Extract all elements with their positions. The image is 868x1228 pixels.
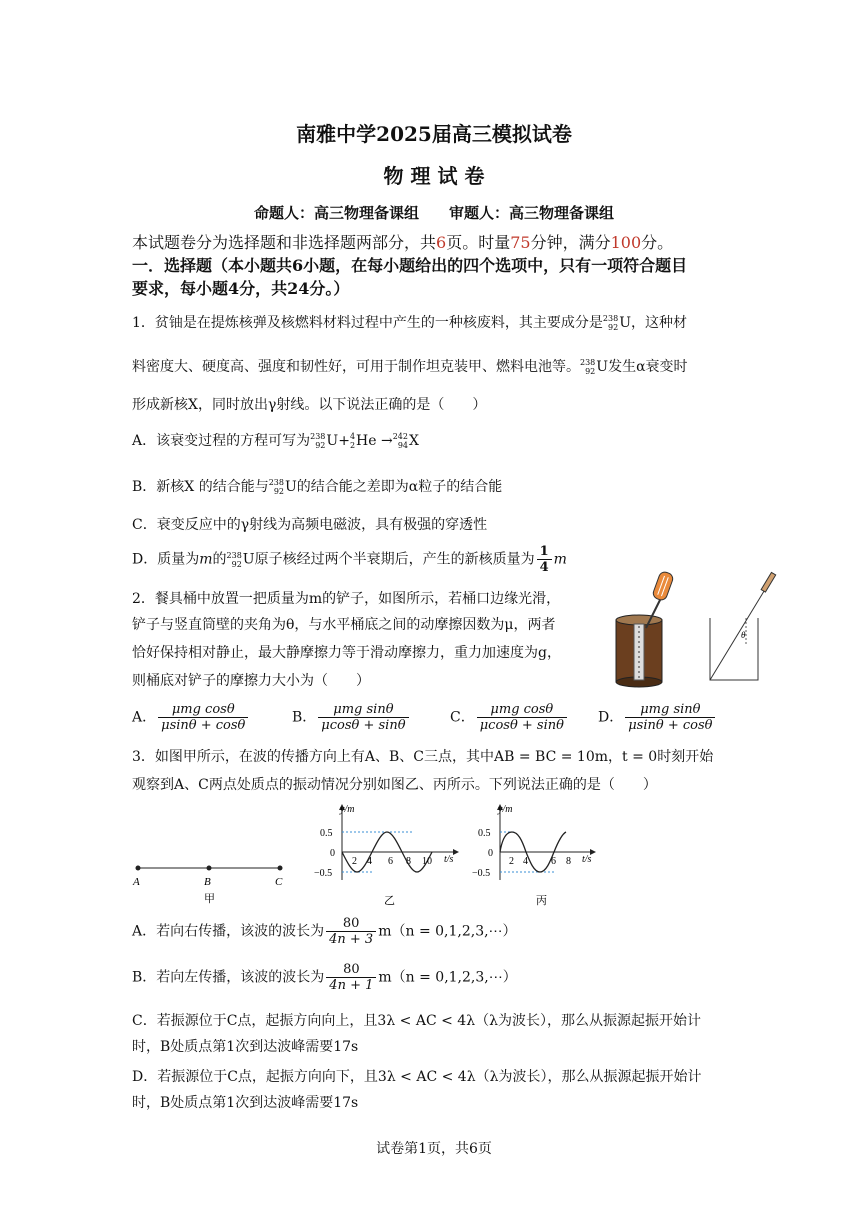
q2-stem-line2: 铲子与竖直筒壁的夹角为θ，与水平桶底之间的动摩擦因数为μ，两者	[132, 617, 556, 633]
page-count: 6	[436, 233, 447, 252]
bing-y-neg: −0.5	[472, 868, 491, 879]
yi-tick-10: 10	[422, 856, 432, 867]
yi-xlabel: t/s	[444, 854, 454, 865]
q1-stem-line3: 形成新核X，同时放出γ射线。以下说法正确的是（ ）	[132, 397, 487, 413]
bing-y-pos: 0.5	[478, 828, 491, 839]
section-heading-line1: 一．选择题（本小题共6小题，在每小题给出的四个选项中，只有一项符合题目	[132, 256, 688, 275]
q3-option-d-line2: 时，B处质点第1次到达波峰需要17s	[132, 1095, 359, 1111]
q1-option-b: B．新核X 的结合能与 238 92 U的结合能之差即为α粒子的结合能	[132, 478, 503, 496]
q2-option-c: C． $\frac{\text{μmg cosθ}}{\mu\cos\theta + \sin\theta}$	[450, 702, 569, 733]
q3-stem-line2: 观察到A、C两点处质点的振动情况分别如图乙、丙所示。下列说法正确的是（ ）	[132, 777, 657, 793]
bing-tick-2: 2	[509, 856, 514, 867]
bing-tick-8: 8	[566, 856, 571, 867]
fig-bing-caption: 丙	[536, 895, 547, 907]
yi-y-pos: 0.5	[320, 828, 333, 839]
yi-tick-8: 8	[406, 856, 411, 867]
point-b-label: B	[204, 876, 211, 888]
fig-jia-caption: 甲	[204, 893, 215, 905]
q1-stem-line1: 1．贫铀是在提炼核弹及核燃料材料过程中产生的一种核废料，其主要成分是 238 92 U，这种材	[132, 314, 687, 332]
q2-option-b: B． $\frac{\text{μmg sinθ}}{\mu\cos\theta + \sin\theta}$	[292, 702, 411, 733]
point-c-label: C	[275, 876, 283, 888]
yi-tick-6: 6	[388, 856, 393, 867]
fig-yi-graph	[310, 800, 470, 910]
bing-y-zero: 0	[488, 848, 493, 859]
bucket-schematic	[710, 572, 776, 680]
q1-stem-line2: 料密度大、硬度高、强度和韧性好，可用于制作坦克装甲、燃料电池等。 238 92 U发生α衰变时	[132, 358, 688, 376]
angle-theta-label: θ	[741, 630, 746, 640]
q3-stem-line1: 3．如图甲所示，在波的传播方向上有A、B、C三点，其中AB = BC = 10m，t = 0时刻开始	[132, 749, 714, 765]
fig-jia	[128, 855, 298, 905]
exam-title: 南雅中学2025届高三模拟试卷	[296, 122, 572, 146]
bing-tick-6: 6	[551, 856, 556, 867]
q3-option-a: A．若向右传播，该波的波长为 $\frac{80}{4n + 3}$ m（n = 0,1,2,3,⋯）	[132, 916, 517, 947]
bing-ylabel: y/m	[498, 804, 513, 815]
q3-option-c-line1: C．若振源位于C点，起振方向向上，且3λ < AC < 4λ（λ为波长），那么从振源起振开始计	[132, 1013, 701, 1029]
q1-option-c: C．衰变反应中的γ射线为高频电磁波，具有极强的穿透性	[132, 517, 488, 533]
q2-stem-line3: 恰好保持相对静止，最大静摩擦力等于滑动摩擦力，重力加速度为g，	[132, 645, 561, 661]
full-score: 100	[610, 233, 642, 252]
section-heading-line2: 要求，每小题4分，共24分。）	[132, 279, 350, 298]
q2-option-d: D． $\frac{\text{μmg sinθ}}{\mu\sin\theta + \cos\theta}$	[598, 702, 717, 733]
intro-line: 本试题卷分为选择题和非选择题两部分，共6页。时量75分钟，满分100分。	[132, 233, 674, 252]
yi-y-zero: 0	[330, 848, 335, 859]
bucket-photo-drawing	[616, 570, 674, 687]
q1-option-d: D．质量为m的 238 92 U原子核经过两个半衰期后，产生的新核质量为 $\frac{1}{4}$ m	[132, 544, 567, 575]
q3-option-b: B．若向左传播，该波的波长为 $\frac{80}{4n + 1}$ m（n = 0,1,2,3,⋯）	[132, 962, 517, 993]
q2-stem-line1: 2．餐具桶中放置一把质量为m的铲子，如图所示，若桶口边缘光滑，	[132, 591, 561, 607]
yi-ylabel: y/m	[340, 804, 355, 815]
yi-y-neg: −0.5	[314, 868, 333, 879]
q1-option-a: A．该衰变过程的方程可写为 238 92 U+ 4 2 He → 242 94 X	[132, 432, 419, 450]
q2-bucket-figure	[606, 568, 796, 690]
fig-yi-caption: 乙	[384, 895, 395, 907]
authors-line: 命题人：高三物理备课组 审题人：高三物理备课组	[253, 204, 614, 222]
q2-option-a: A． $\frac{\text{μmg cosθ}}{\mu\sin\theta + \cos\theta}$	[132, 702, 250, 733]
point-a-label: A	[133, 876, 140, 888]
q3-option-c-line2: 时，B处质点第1次到达波峰需要17s	[132, 1039, 359, 1055]
time-minutes: 75	[510, 233, 531, 252]
subject-title: 物 理 试 卷	[383, 164, 485, 188]
bing-xlabel: t/s	[582, 854, 592, 865]
yi-tick-2: 2	[352, 856, 357, 867]
q2-stem-line4: 则桶底对铲子的摩擦力大小为（ ）	[132, 673, 370, 689]
bing-tick-4: 4	[523, 856, 528, 867]
q3-option-d-line1: D．若振源位于C点，起振方向向下，且3λ < AC < 4λ（λ为波长），那么从振源起振开始计	[132, 1069, 702, 1085]
fig-bing-graph	[470, 800, 610, 910]
yi-tick-4: 4	[367, 856, 372, 867]
page-footer: 试卷第1页，共6页	[376, 1141, 492, 1157]
